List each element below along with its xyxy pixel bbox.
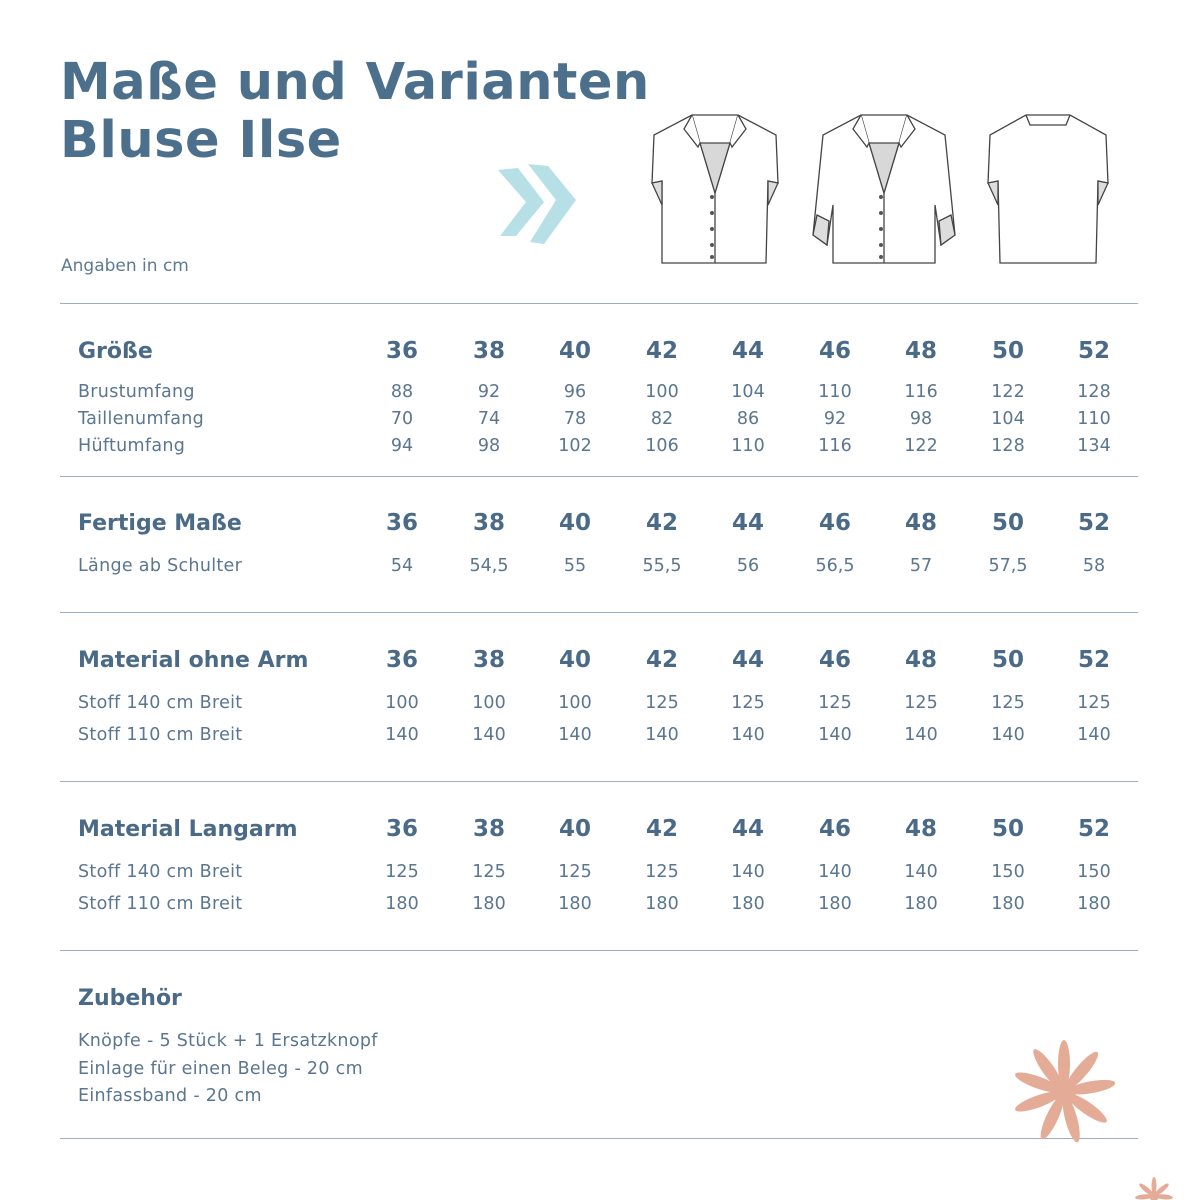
cell-value: 54 [390,556,414,576]
row-label: Brustumfang [78,382,195,402]
cell-value: 125 [904,693,938,713]
cell-value: 86 [736,409,760,429]
cell-value: 94 [390,436,414,456]
size-header: 50 [991,816,1024,842]
cell-value: 140 [385,725,419,745]
size-header: 42 [645,816,678,842]
row-label: Stoff 110 cm Breit [78,725,243,745]
row-label: Stoff 140 cm Breit [78,862,243,882]
cell-value: 100 [472,693,506,713]
cell-value: 150 [991,862,1025,882]
row-label: Stoff 110 cm Breit [78,894,243,914]
cell-value: 180 [904,894,938,914]
cell-value: 98 [909,409,933,429]
cell-value: 55,5 [642,556,682,576]
cell-value: 140 [818,725,852,745]
cell-value: 55 [563,556,587,576]
cell-value: 100 [558,693,592,713]
size-header: 36 [385,510,418,536]
blouse-front-short-sleeve-icon [640,105,790,275]
cell-value: 140 [645,725,679,745]
size-header: 52 [1077,816,1110,842]
size-header: 52 [1077,510,1110,536]
size-header: 46 [818,647,851,673]
size-header: 42 [645,338,678,364]
size-header: 36 [385,816,418,842]
size-header: 38 [472,338,505,364]
cell-value: 140 [558,725,592,745]
cell-value: 125 [645,693,679,713]
size-header: 52 [1077,647,1110,673]
cell-value: 125 [645,862,679,882]
size-header: 50 [991,510,1024,536]
cell-value: 140 [472,725,506,745]
section-title: Fertige Maße [78,511,242,536]
size-header: 48 [904,338,937,364]
zubehoer-item: Knöpfe - 5 Stück + 1 Ersatzknopf [78,1031,378,1051]
cell-value: 122 [991,382,1025,402]
size-header: 44 [731,816,764,842]
size-header: 48 [904,647,937,673]
size-header: 50 [991,647,1024,673]
small-flower-icon [1134,1176,1174,1200]
section-title: Material Langarm [78,817,298,842]
cell-value: 128 [1077,382,1111,402]
cell-value: 180 [385,894,419,914]
cell-value: 92 [823,409,847,429]
row-label: Taillenumfang [78,409,205,429]
cell-value: 116 [818,436,852,456]
size-header: 46 [818,338,851,364]
size-header: 46 [818,510,851,536]
cell-value: 180 [818,894,852,914]
flower-icon [1012,1036,1116,1148]
divider [60,303,1138,304]
cell-value: 140 [731,725,765,745]
cell-value: 140 [904,725,938,745]
cell-value: 92 [477,382,501,402]
title-line-1: Maße und Varianten [60,53,650,112]
cell-value: 116 [904,382,938,402]
cell-value: 110 [731,436,765,456]
units-note: Angaben in cm [61,256,189,276]
cell-value: 98 [477,436,501,456]
size-header: 48 [904,816,937,842]
cell-value: 57,5 [988,556,1028,576]
cell-value: 104 [731,382,765,402]
section-title: Material ohne Arm [78,648,309,673]
divider [60,950,1138,951]
cell-value: 56,5 [815,556,855,576]
size-header: 44 [731,510,764,536]
row-label: Hüftumfang [78,436,186,456]
cell-value: 58 [1082,556,1106,576]
zubehoer-item: Einlage für einen Beleg - 20 cm [78,1059,363,1079]
size-header: 38 [472,510,505,536]
cell-value: 125 [991,693,1025,713]
divider [60,1138,1138,1139]
size-header: 50 [991,338,1024,364]
section-title: Größe [78,339,153,364]
cell-value: 180 [1077,894,1111,914]
cell-value: 180 [645,894,679,914]
cell-value: 125 [385,862,419,882]
cell-value: 125 [558,862,592,882]
row-label: Stoff 140 cm Breit [78,693,243,713]
size-header: 44 [731,338,764,364]
zubehoer-item: Einfassband - 20 cm [78,1086,262,1106]
cell-value: 106 [645,436,679,456]
size-header: 52 [1077,338,1110,364]
chevron-arrows-icon [490,160,585,250]
size-header: 42 [645,510,678,536]
cell-value: 54,5 [469,556,509,576]
page-title [60,54,650,170]
cell-value: 134 [1077,436,1111,456]
cell-value: 102 [558,436,592,456]
cell-value: 70 [390,409,414,429]
size-header: 46 [818,816,851,842]
zubehoer-title: Zubehör [78,986,182,1011]
cell-value: 122 [904,436,938,456]
cell-value: 150 [1077,862,1111,882]
cell-value: 96 [563,382,587,402]
cell-value: 180 [558,894,592,914]
size-header: 44 [731,647,764,673]
cell-value: 125 [472,862,506,882]
cell-value: 88 [390,382,414,402]
cell-value: 100 [645,382,679,402]
size-header: 40 [558,510,591,536]
blouse-front-long-sleeve-icon [805,105,965,275]
cell-value: 56 [736,556,760,576]
divider [60,781,1138,782]
cell-value: 125 [731,693,765,713]
cell-value: 140 [1077,725,1111,745]
cell-value: 180 [731,894,765,914]
row-label: Länge ab Schulter [78,556,243,576]
cell-value: 57 [909,556,933,576]
size-header: 42 [645,647,678,673]
size-header: 40 [558,647,591,673]
cell-value: 180 [472,894,506,914]
cell-value: 180 [991,894,1025,914]
size-header: 40 [558,816,591,842]
cell-value: 128 [991,436,1025,456]
cell-value: 74 [477,409,501,429]
cell-value: 140 [904,862,938,882]
size-header: 36 [385,338,418,364]
size-header: 38 [472,647,505,673]
blouse-back-icon [978,105,1118,275]
cell-value: 140 [818,862,852,882]
size-header: 38 [472,816,505,842]
title-line-2: Bluse Ilse [60,111,342,170]
cell-value: 110 [818,382,852,402]
cell-value: 82 [650,409,674,429]
cell-value: 125 [818,693,852,713]
divider [60,476,1138,477]
cell-value: 110 [1077,409,1111,429]
cell-value: 140 [731,862,765,882]
size-header: 48 [904,510,937,536]
cell-value: 100 [385,693,419,713]
divider [60,612,1138,613]
cell-value: 78 [563,409,587,429]
cell-value: 125 [1077,693,1111,713]
size-header: 36 [385,647,418,673]
cell-value: 104 [991,409,1025,429]
size-header: 40 [558,338,591,364]
cell-value: 140 [991,725,1025,745]
